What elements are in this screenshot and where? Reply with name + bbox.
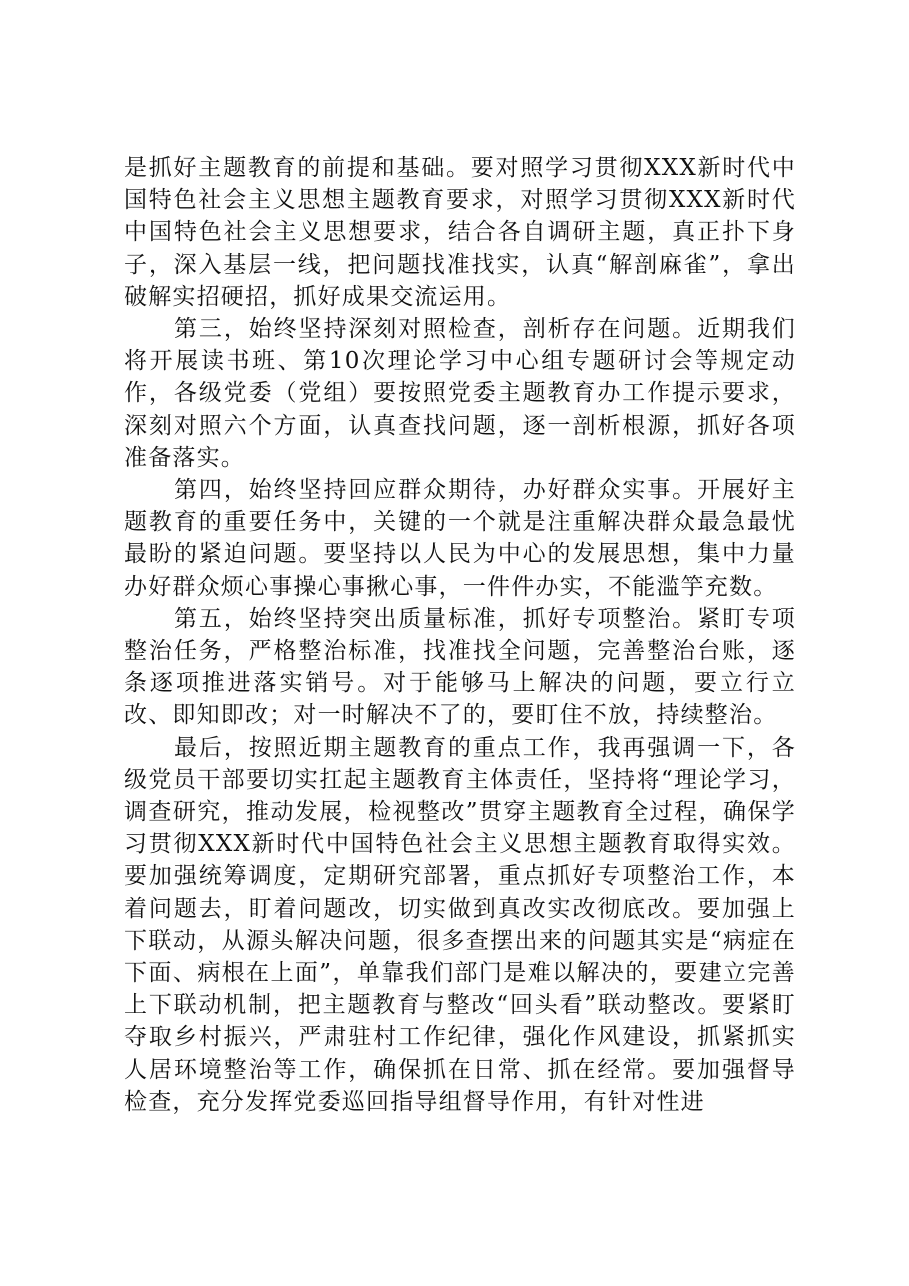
paragraph-fourth-point: 第四，始终坚持回应群众期待，办好群众实事。开展好主题教育的重要任务中，关键的一个就是注重解决群众最急最忧最盼的紧迫问题。要坚持以人民为中心的发展思想，集中力量办好群众烦心事操心事揪心事，一件件办实，不能滥竽充数。	[124, 477, 796, 600]
paragraph-final-point: 最后，按照近期主题教育的重点工作，我再强调一下，各级党员干部要切实扛起主题教育主体责任，坚持将“理论学习，调查研究，推动发展，检视整改”贯穿主题教育全过程，确保学习贯彻XXX新时代中国特色社会主义思想主题教育取得实效。要加强统筹调度，定期研究部署，重点抓好专项整治工作，本着问题去，盯着问题改，切实做到真改实改彻底改。要加强上下联动，从源头解决问题，很多查摆出来的问题其实是“病症在下面、病根在上面”，单靠我们部门是难以解决的，要建立完善上下联动机制，把主题教育与整改“回头看”联动整改。要紧盯夺取乡村振兴，严肃驻村工作纪律，强化作风建设，抓紧抓实人居环境整治等工作，确保抓在日常、抓在经常。要加强督导检查，充分发挥党委巡回指导组督导作用，有针对性进	[124, 734, 796, 1115]
paragraph-continuation: 是抓好主题教育的前提和基础。要对照学习贯彻XXX新时代中国特色社会主义思想主题教育要求，对照学习贯彻XXX新时代中国特色社会主义思想要求，结合各自调研主题，真正扑下身子，深入基层一线，把问题找准找实，认真“解剖麻雀”，拿出破解实招硬招，抓好成果交流运用。	[124, 155, 796, 310]
paragraph-third-point: 第三，始终坚持深刻对照检查，剖析存在问题。近期我们将开展读书班、第10次理论学习中心组专题研讨会等规定动作，各级党委（党组）要按照党委主题教育办工作提示要求，深刻对照六个方面，认真查找问题，逐一剖析根源，抓好各项准备落实。	[124, 316, 796, 471]
paragraph-fifth-point: 第五，始终坚持突出质量标准，抓好专项整治。紧盯专项整治任务，严格整治标准，找准找全问题，完善整治台账，逐条逐项推进落实销号。对于能够马上解决的问题，要立行立改、即知即改；对一时解决不了的，要盯住不放，持续整治。	[124, 605, 796, 729]
document-page	[124, 152, 796, 1118]
